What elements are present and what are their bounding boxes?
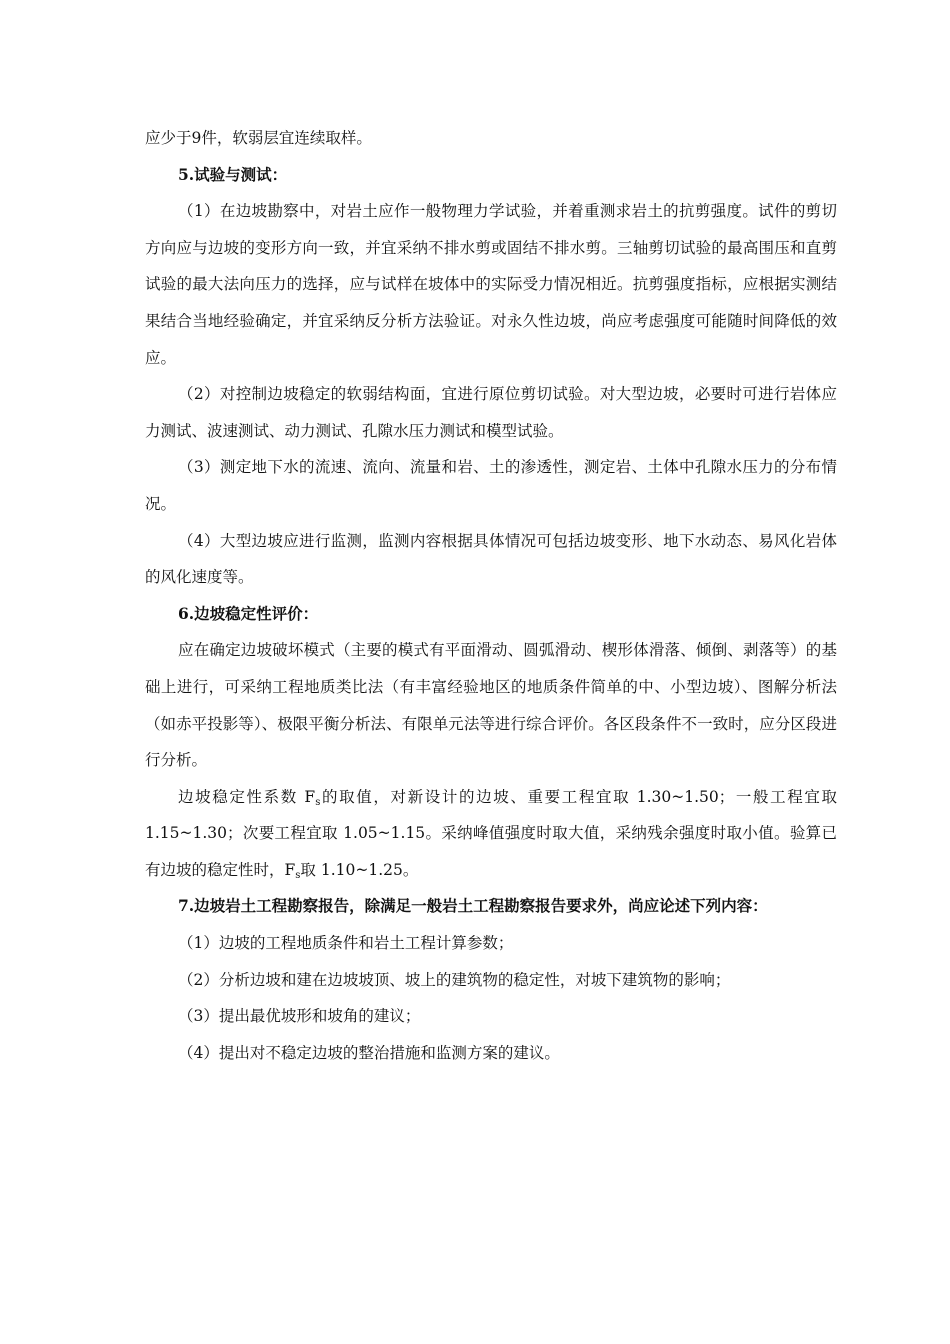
section-6-paragraph-1: 应在确定边坡破坏模式（主要的模式有平面滑动、圆弧滑动、楔形体滑落、倾倒、剥落等）的基础上进行，可采纳工程地质类比法（有丰富经验地区的地质条件简单的中、小型边坡）、图解分析法（如赤平投影等）、极限平衡分析法、有限单元法等进行综合评价。各区段条件不一致时，应分区段进行分析。 xyxy=(145,641,837,770)
fs-text-c: 取 1.10~1.25。 xyxy=(300,860,419,879)
section-7-item-2: （2）分析边坡和建在边坡坡顶、坡上的建筑物的稳定性，对坡下建筑物的影响； xyxy=(178,970,731,989)
section-5-item-4: （4）大型边坡应进行监测，监测内容根据具体情况可包括边坡变形、地下水动态、易风化岩体的风化速度等。 xyxy=(145,531,837,587)
section-7-item-1: （1）边坡的工程地质条件和岩土工程计算参数； xyxy=(178,934,514,953)
fs-text-a: 边坡稳定性系数 F xyxy=(178,787,316,806)
intro-paragraph: 应少于9件，软弱层宜连续取样。 xyxy=(145,129,372,147)
section-7-heading: 7.边坡岩土工程勘察报告，除满足一般岩土工程勘察报告要求外，尚应论述下列内容： xyxy=(178,896,768,916)
section-5-item-3: （3）测定地下水的流速、流向、流量和岩、土的渗透性，测定岩、土体中孔隙水压力的分布情况。 xyxy=(145,458,837,513)
fs-subscript-2: s xyxy=(295,869,301,881)
section-6-heading: 6.边坡稳定性评价： xyxy=(178,603,319,623)
section-5-item-2: （2）对控制边坡稳定的软弱结构面，宜进行原位剪切试验。对大型边坡，必要时可进行岩体应力测试、波速测试、动力测试、孔隙水压力测试和模型试验。 xyxy=(145,385,837,440)
document-body xyxy=(145,120,837,1071)
fs-text-b: 的取值，对新设计的边坡、重要工程宜取 1.30~1.50；一般工程宜取 1.15~1.30；次要工程宜取 1.05~1.15。采纳峰值强度时取大值，采纳残余强度时取小值。验算已有边坡的稳定性时，F xyxy=(145,787,837,879)
section-6-paragraph-2 xyxy=(145,779,837,889)
section-5-item-1: （1）在边坡勘察中，对岩土应作一般物理力学试验，并着重测求岩土的抗剪强度。试件的剪切方向应与边坡的变形方向一致，并宜采纳不排水剪或固结不排水剪。三轴剪切试验的最高围压和直剪试验的最大法向压力的选择，应与试样在坡体中的实际受力情况相近。抗剪强度指标，应根据实测结果结合当地经验确定，并宜采纳反分析方法验证。对永久性边坡，尚应考虑强度可能随时间降低的效应。 xyxy=(145,202,837,367)
fs-subscript-1: s xyxy=(315,796,321,808)
section-5-heading: 5.试验与测试： xyxy=(178,164,288,184)
section-7-item-3: （3）提出最优坡形和坡角的建议； xyxy=(178,1007,421,1026)
section-7-item-4: （4）提出对不稳定边坡的整治措施和监测方案的建议。 xyxy=(178,1043,560,1062)
